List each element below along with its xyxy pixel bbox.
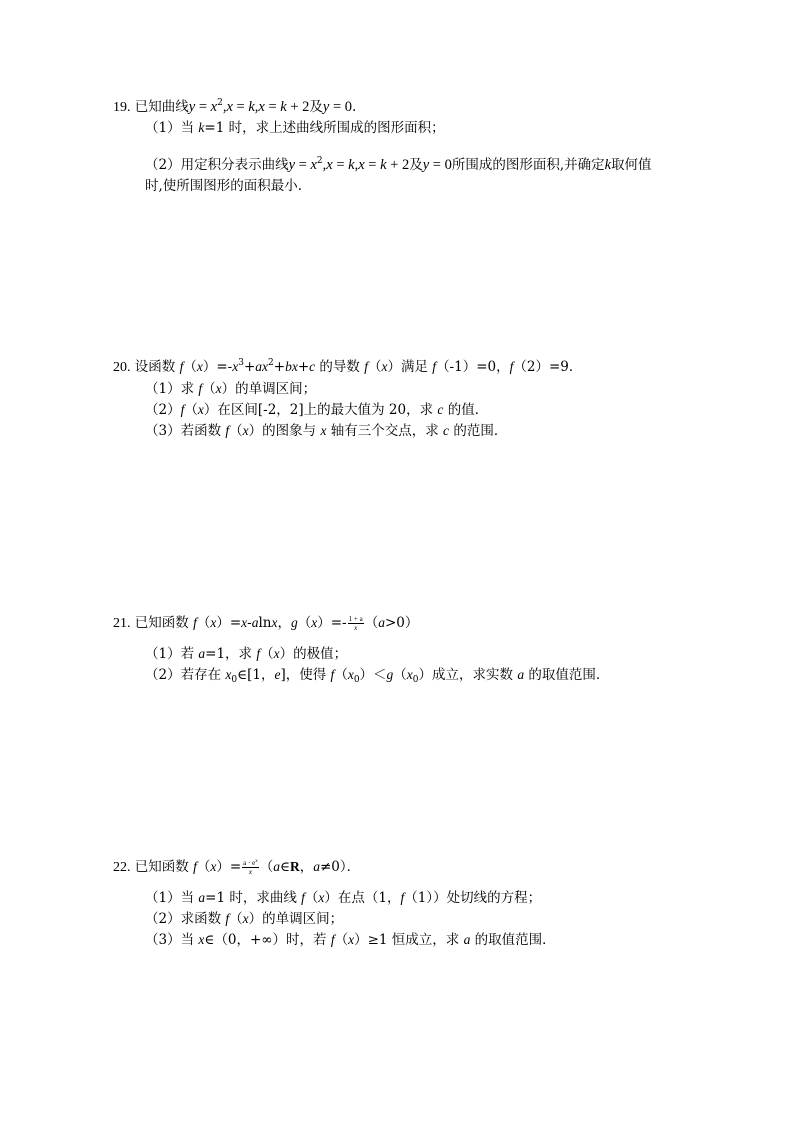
question-19-part-2-line-1: （2）用定积分表示曲线$y = x^2,x = k,x = k + 2$及y = 0所围成的图形面积,并确定k取何值 <box>145 156 652 173</box>
question-22-stem: 22. 已知函数 f（x）= $\frac{a \cdot e^x}{x}$ （a∈R，a≠0）． <box>113 859 361 876</box>
question-number: 21. <box>113 616 131 631</box>
fraction: $\frac{1 + a}{x}$ <box>348 615 363 632</box>
question-20-part-3: （3）若函数 f（x）的图象与 x 轴有三个交点，求 c 的范围． <box>145 423 508 439</box>
question-number: 20. <box>113 360 131 375</box>
question-number: 19. <box>113 100 131 115</box>
question-19-part-1: （1）当 k=1 时，求上述曲线所围成的图形面积； <box>145 120 445 136</box>
question-19-part-2-line-2: 时,使所围图形的面积最小. <box>145 178 303 194</box>
fraction: $\frac{a \cdot e^x}{x}$ <box>243 859 258 876</box>
question-number: 22. <box>113 860 131 875</box>
question-22-part-2: （2）求函数 f（x）的单调区间； <box>145 911 344 927</box>
question-20-part-2: （2）f（x）在区间[-2，2]上的最大值为 20，求 c 的值． <box>145 402 489 418</box>
question-21-part-1: （1）若 a=1，求 f（x）的极值； <box>145 646 348 662</box>
question-22-part-1: （1）当 a=1 时，求曲线 f（x）在点（1，f（1））处切线的方程； <box>145 890 542 906</box>
question-19-stem: 19. 已知曲线$y = x^2,x = k,x = k + 2$及y = 0. <box>113 98 357 115</box>
question-22-part-3: （3）当 x∈（0，+∞）时，若 f（x）≥1 恒成立，求 a 的取值范围． <box>145 932 556 948</box>
question-20-part-1: （1）求 f（x）的单调区间； <box>145 381 317 397</box>
question-20-stem: 20. 设函数 $f(x)=-x^3+ax^2+bx+c$ 的导数 f（x）满足 f（-1）=0，f（2）=9． <box>113 358 583 375</box>
question-21-part-2: （2）若存在 $x_0\in[1$，e]，使得 $f(x_0)<g(x_0)$成立，求实数 a 的取值范围． <box>145 667 610 685</box>
question-21-stem: 21. 已知函数 f（x）=x-alnx，g（x）=- $\frac{1 + a}{x}$ （a>0） <box>113 615 419 632</box>
